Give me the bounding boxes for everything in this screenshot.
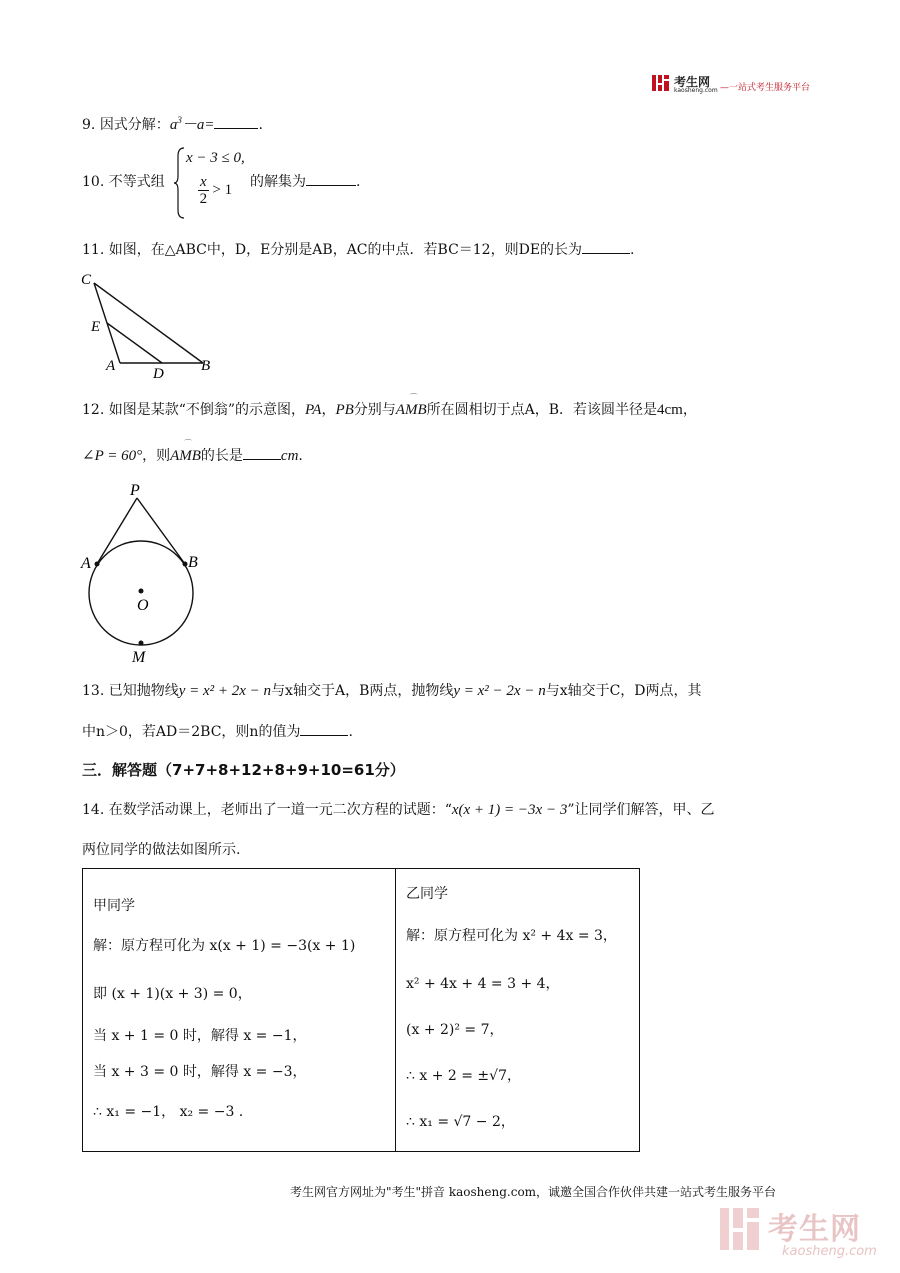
question-12-line2 <box>82 439 303 466</box>
arc-hat-icon-2: ⌒ <box>184 439 193 448</box>
jia-line-3: 当 x + 1 = 0 时，解得 x = −1， <box>93 1028 307 1044</box>
q10-after-text: 的解集为 <box>250 174 306 190</box>
q9-expr-sup: 3 <box>177 115 182 125</box>
q12-arc-1-text: AMB <box>395 402 427 418</box>
q12-sep: ， <box>321 402 336 418</box>
tumbler-figure <box>78 478 218 668</box>
yi-line-1: 解：原方程可化为 x² + 4x = 3， <box>406 928 617 944</box>
q14-t1: 在数学活动课上，老师出了一道一元二次方程的试题：“ <box>108 802 452 818</box>
side-cb <box>94 283 203 363</box>
question-11 <box>82 240 635 260</box>
question-13-line2 <box>82 722 353 742</box>
jia-line-2: 即 (x + 1)(x + 3) = 0， <box>93 986 252 1002</box>
label-a2: A <box>81 555 91 572</box>
label-b: B <box>201 358 211 374</box>
q13-eq1: y = x² + 2x − n <box>178 683 272 699</box>
q12-pa: PA <box>305 402 322 418</box>
label-o: O <box>137 597 149 614</box>
q12-comma: ， <box>682 402 697 418</box>
label-b2: B <box>188 554 198 571</box>
q12-text5: 的长是 <box>200 448 243 464</box>
q12-pb: PB <box>335 402 354 418</box>
yi-line-4: ∴ x + 2 = ±√7， <box>406 1068 521 1084</box>
q11-text: 如图，在△ABC中，D，E分别是AB，AC的中点．若BC＝12，则DE的长为 <box>108 242 583 258</box>
q12-arc-2-text: AMB <box>170 448 201 464</box>
jia-title: 甲同学 <box>93 898 135 914</box>
q13-t2: 与x轴交于A，B两点，抛物线 <box>271 683 454 699</box>
watermark-logo-icon <box>718 1204 762 1258</box>
q12-answer-blank[interactable] <box>243 459 281 460</box>
point-a <box>95 562 100 567</box>
jia-line-5: ∴ x₁ = −1， x₂ = −3 . <box>93 1104 244 1120</box>
label-e: E <box>91 319 101 335</box>
q14-number: 14. <box>82 802 105 818</box>
yi-line-5: ∴ x₁ = √7 − 2， <box>406 1114 515 1130</box>
yi-title: 乙同学 <box>406 886 448 902</box>
question-10-label <box>82 172 165 192</box>
jia-line-4: 当 x + 3 = 0 时，解得 x = −3， <box>93 1064 307 1080</box>
q13-answer-blank[interactable] <box>300 735 348 736</box>
brand-name: 考生网 <box>674 75 711 89</box>
yi-line-2: x² + 4x + 4 = 3 + 4， <box>406 976 560 992</box>
q12-text2: 分别与 <box>353 402 396 418</box>
q9-end: . <box>258 117 263 133</box>
q10-brace-icon <box>174 146 186 224</box>
q12-text1: 如图是某款“不倒翁”的示意图， <box>108 402 306 418</box>
q10-fraction <box>198 174 209 207</box>
q12-radius: 4cm <box>657 402 683 418</box>
q12-angle: ∠P = 60° <box>82 448 143 464</box>
q9-expr-rest: －a= <box>181 117 215 133</box>
q9-expr-a: a <box>169 117 178 133</box>
q12-arc-1 <box>395 393 427 420</box>
q9-expr <box>170 117 215 133</box>
q10-text: 不等式组 <box>108 174 165 190</box>
q12-text3: 所在圆相切于点A，B．若该圆半径是 <box>426 402 658 418</box>
q10-after <box>250 172 360 192</box>
q12-unit: cm <box>280 448 299 464</box>
label-p: P <box>130 482 140 499</box>
q11-end: . <box>630 242 635 258</box>
q13-t1: 已知抛物线 <box>108 683 179 699</box>
q9-text: 因式分解： <box>99 117 170 133</box>
q11-number: 11. <box>82 242 105 258</box>
label-m: M <box>132 649 146 666</box>
q10-answer-blank[interactable] <box>306 185 356 186</box>
q10-line2-rest: > 1 <box>212 181 233 198</box>
q10-frac-den: 2 <box>199 191 208 207</box>
section-title: 三．解答题（7+7+8+12+8+9+10=61分） <box>82 761 405 779</box>
label-c: C <box>81 272 92 288</box>
yi-line-3: (x + 2)² = 7， <box>406 1022 504 1038</box>
q12-text4: ，则 <box>142 448 171 464</box>
question-12-line1 <box>82 393 697 420</box>
segment-de <box>107 323 162 363</box>
q13-number: 13. <box>82 683 105 699</box>
q9-number: 9. <box>82 117 96 133</box>
q9-answer-blank[interactable] <box>214 128 258 129</box>
q13-eq2: y = x² − 2x − n <box>453 683 546 699</box>
solution-table <box>82 868 640 1152</box>
question-14-line2: 两位同学的做法如图所示. <box>82 842 241 858</box>
q10-end: . <box>356 174 361 190</box>
tangent-pb <box>137 498 185 564</box>
label-a: A <box>106 358 116 374</box>
brand-url: kaosheng.com <box>674 87 718 94</box>
q12-arc-2 <box>170 439 201 466</box>
point-m <box>139 641 144 646</box>
triangle-figure <box>78 268 228 380</box>
yi-cell <box>396 869 640 1152</box>
watermark-text: 考生网 <box>768 1212 861 1247</box>
q10-frac-num: x <box>200 174 207 190</box>
q12-number: 12. <box>82 402 105 418</box>
q10-line2 <box>198 174 232 207</box>
q10-number: 10. <box>82 174 105 190</box>
arc-hat-icon: ⌒ <box>409 393 418 402</box>
q12-end: . <box>298 448 303 464</box>
brand-slogan: —一站式考生服务平台 <box>720 83 811 93</box>
label-d: D <box>153 366 164 380</box>
question-14-line1 <box>82 800 715 820</box>
q14-eq: x(x + 1) = −3x − 3 <box>451 802 568 818</box>
q14-t2: ”让同学们解答，甲、乙 <box>567 802 715 818</box>
q13-t3: 与x轴交于C，D两点，其 <box>545 683 702 699</box>
point-b <box>183 562 188 567</box>
tangent-pa <box>97 498 137 564</box>
watermark-url: kaosheng.com <box>782 1244 877 1259</box>
point-o <box>139 589 144 594</box>
brand-logo-icon <box>651 73 671 93</box>
q13-line2: 中n＞0，若AD＝2BC，则n的值为 <box>82 724 301 740</box>
jia-cell <box>83 869 396 1152</box>
jia-line-1: 解：原方程可化为 x(x + 1) = −3(x + 1) <box>93 938 356 954</box>
q13-end: . <box>348 724 353 740</box>
q10-line1: x − 3 ≤ 0, <box>186 150 245 166</box>
question-9 <box>82 110 263 135</box>
footer-text: 考生网官方网址为"考生"拼音 kaosheng.com，诚邀全国合作伙伴共建一站式考生服务平台 <box>290 1185 777 1199</box>
q11-answer-blank[interactable] <box>582 253 630 254</box>
question-13-line1 <box>82 681 702 701</box>
slogan-text: 一站式考生服务平台 <box>729 83 811 93</box>
